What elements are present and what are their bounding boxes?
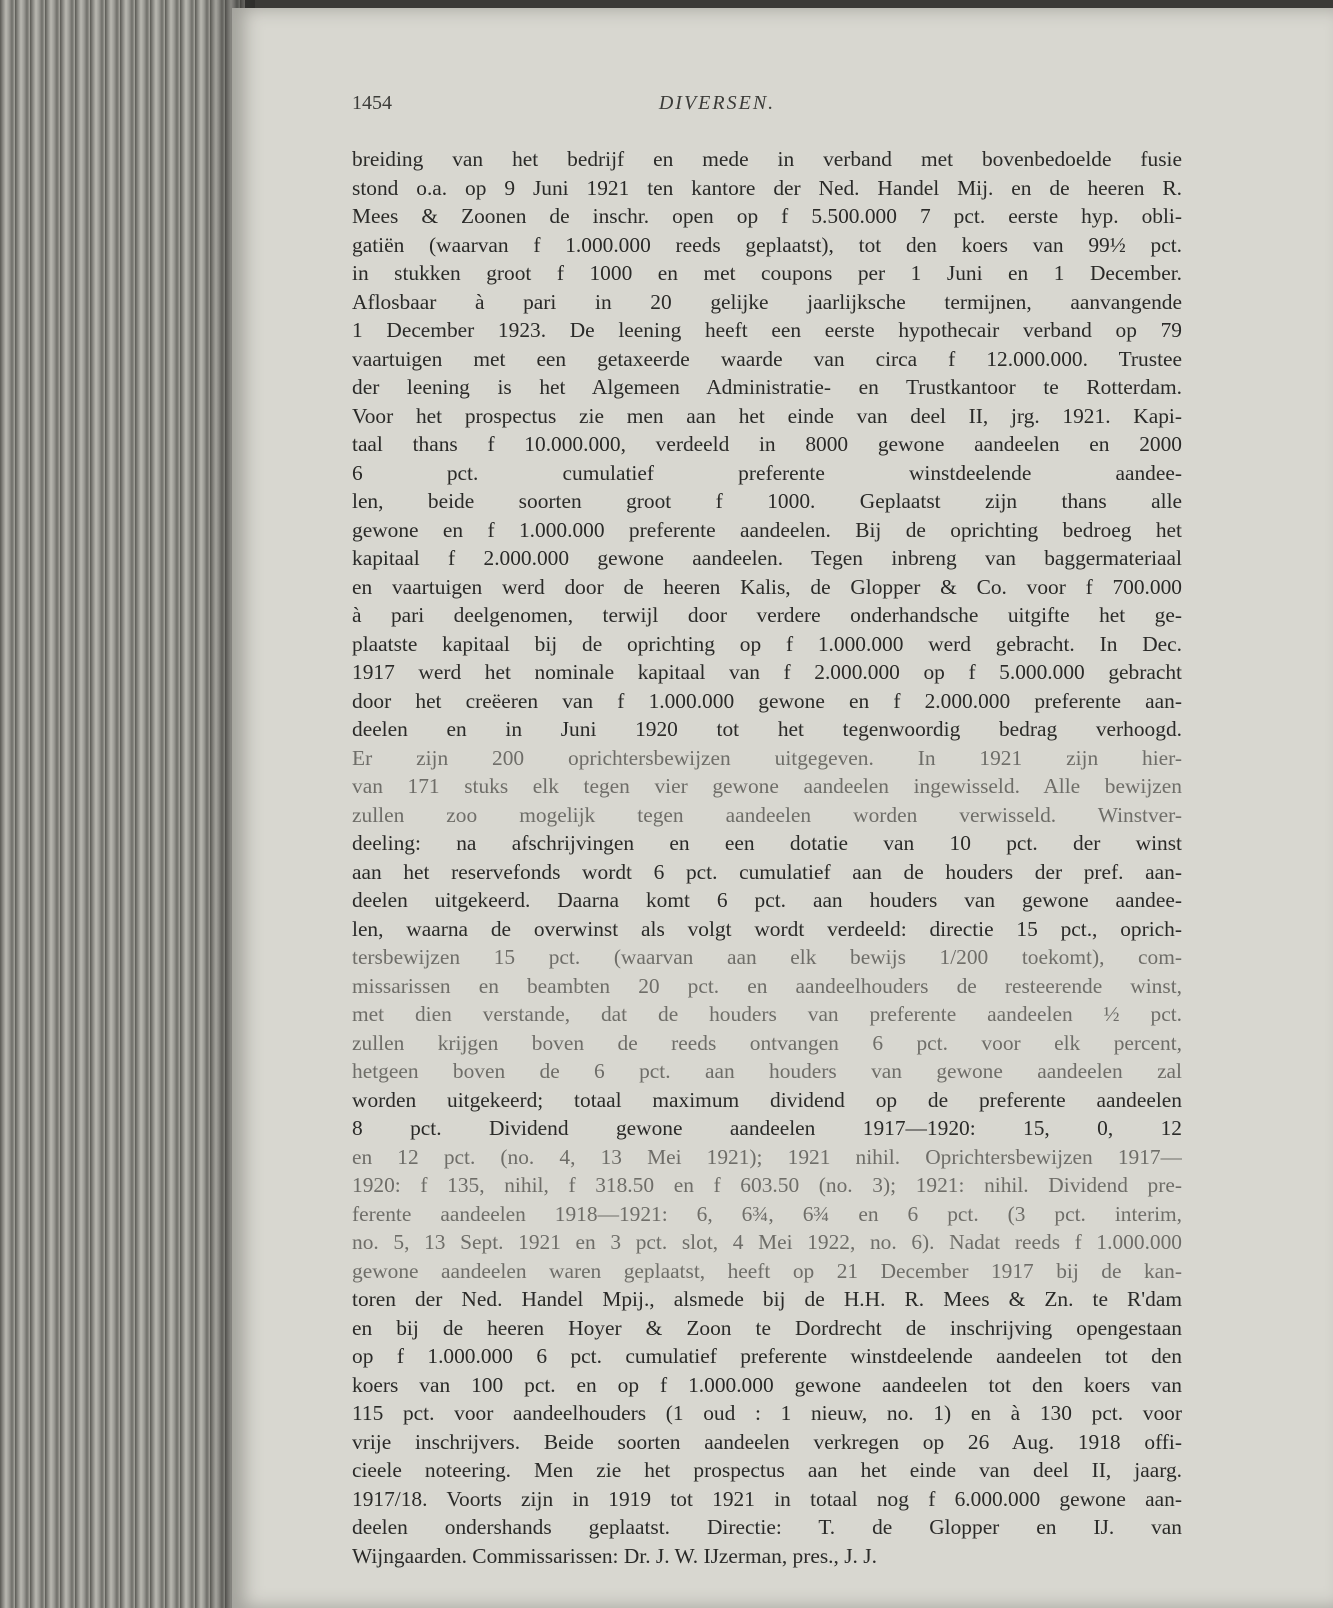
text-line: Wijngaarden. Commissarissen: Dr. J. W. IJzerman, pres., J. J. [352, 1543, 877, 1568]
text-line: plaatste kapitaal bij de oprichting op f 1.000.000 werd gebracht. In Dec. [352, 631, 1182, 656]
page-header [352, 92, 1082, 122]
text-line: missarissen en beambten 20 pct. en aandeelhouders de resteerende winst, [352, 973, 1182, 998]
text-line: stond o.a. op 9 Juni 1921 ten kantore der Ned. Handel Mij. en de heeren R. [352, 175, 1182, 200]
text-line: deelen en in Juni 1920 tot het tegenwoordig bedrag verhoogd. [352, 717, 1182, 741]
text-line: len, beide soorten groot f 1000. Geplaatst zijn thans alle [352, 489, 1182, 513]
text-line: Aflosbaar à pari in 20 gelijke jaarlijksche termijnen, aanvangende [352, 289, 1182, 314]
running-head: DIVERSEN. [658, 92, 776, 114]
text-line: der leening is het Algemeen Administratie- en Trustkantoor te Rotterdam. [352, 375, 1182, 399]
text-line: Voor het prospectus zie men aan het einde van deel II, jrg. 1921. Kapi- [352, 403, 1182, 428]
text-line: ferente aandeelen 1918—1921: 6, 6¾, 6¾ en 6 pct. (3 pct. interim, [352, 1201, 1182, 1226]
text-line: door het creëeren van f 1.000.000 gewone en f 2.000.000 preferente aan- [352, 688, 1182, 713]
text-line: en 12 pct. (no. 4, 13 Mei 1921); 1921 nihil. Oprichtersbewijzen 1917— [352, 1144, 1182, 1169]
text-line: en bij de heeren Hoyer & Zoon te Dordrecht de inschrijving opengestaan [352, 1315, 1182, 1340]
text-line: 1917 werd het nominale kapitaal van f 2.000.000 op f 5.000.000 gebracht [352, 660, 1182, 684]
text-line: deelen ondershands geplaatst. Directie: T. de Glopper en IJ. van [352, 1515, 1182, 1539]
text-line: zullen zoo mogelijk tegen aandeelen worden verwisseld. Winstver- [352, 802, 1182, 827]
body-text [352, 145, 1182, 1570]
text-line: à pari deelgenomen, terwijl door verdere onderhandsche uitgifte het ge- [352, 603, 1182, 627]
text-line: 1 December 1923. De leening heeft een eerste hypothecair verband op 79 [352, 318, 1182, 342]
text-line: gewone aandeelen waren geplaatst, heeft op 21 December 1917 bij de kan- [352, 1258, 1182, 1283]
text-line: Er zijn 200 oprichtersbewijzen uitgegeven. In 1921 zijn hier- [352, 745, 1182, 770]
text-line: toren der Ned. Handel Mpij., alsmede bij de H.H. R. Mees & Zn. te R'dam [352, 1287, 1182, 1311]
text-line: len, waarna de overwinst als volgt wordt verdeeld: directie 15 pct., oprich- [352, 916, 1182, 941]
text-line: van 171 stuks elk tegen vier gewone aandeelen ingewisseld. Alle bewijzen [352, 774, 1182, 798]
text-line: breiding van het bedrijf en mede in verband met bovenbedoelde fusie [352, 147, 1182, 171]
text-line: 6 pct. cumulatief preferente winstdeelende aandee- [352, 460, 1182, 485]
text-line: aan het reservefonds wordt 6 pct. cumulatief aan de houders der pref. aan- [352, 859, 1182, 884]
text-line: 8 pct. Dividend gewone aandeelen 1917—1920: 15, 0, 12 [352, 1116, 1182, 1140]
text-line: gatiën (waarvan f 1.000.000 reeds geplaatst), tot den koers van 99½ pct. [352, 232, 1182, 257]
text-line: worden uitgekeerd; totaal maximum dividend op de preferente aandeelen [352, 1087, 1182, 1112]
text-line: kapitaal f 2.000.000 gewone aandeelen. Tegen inbreng van baggermateriaal [352, 546, 1182, 570]
text-line: op f 1.000.000 6 pct. cumulatief preferente winstdeelende aandeelen tot den [352, 1344, 1182, 1368]
text-line: vrije inschrijvers. Beide soorten aandeelen verkregen op 26 Aug. 1918 offi- [352, 1429, 1182, 1454]
text-line: met dien verstande, dat de houders van preferente aandeelen ½ pct. [352, 1002, 1182, 1026]
text-line: cieele noteering. Men zie het prospectus aan het einde van deel II, jaarg. [352, 1458, 1182, 1482]
page-number: 1454 [352, 92, 392, 114]
book-page [232, 8, 1333, 1608]
text-line: tersbewijzen 15 pct. (waarvan aan elk bewijs 1/200 toekomt), com- [352, 945, 1182, 969]
text-line: deeling: na afschrijvingen en een dotatie van 10 pct. der winst [352, 831, 1182, 855]
text-line: 1920: f 135, nihil, f 318.50 en f 603.50 (no. 3); 1921: nihil. Dividend pre- [352, 1173, 1182, 1197]
text-line: vaartuigen met een getaxeerde waarde van circa f 12.000.000. Trustee [352, 346, 1182, 371]
text-line: gewone en f 1.000.000 preferente aandeelen. Bij de oprichting bedroeg het [352, 517, 1182, 542]
text-line: 1917/18. Voorts zijn in 1919 tot 1921 in totaal nog f 6.000.000 gewone aan- [352, 1486, 1182, 1511]
text-line: in stukken groot f 1000 en met coupons per 1 Juni en 1 December. [352, 261, 1182, 285]
text-line: deelen uitgekeerd. Daarna komt 6 pct. aan houders van gewone aandee- [352, 888, 1182, 912]
text-line: taal thans f 10.000.000, verdeeld in 8000 gewone aandeelen en 2000 [352, 432, 1182, 456]
text-line: 115 pct. voor aandeelhouders (1 oud : 1 nieuw, no. 1) en à 130 pct. voor [352, 1401, 1182, 1425]
text-line: no. 5, 13 Sept. 1921 en 3 pct. slot, 4 Mei 1922, no. 6). Nadat reeds f 1.000.000 [352, 1230, 1182, 1254]
text-line: en vaartuigen werd door de heeren Kalis, de Glopper & Co. voor f 700.000 [352, 574, 1182, 599]
text-line: zullen krijgen boven de reeds ontvangen 6 pct. voor elk percent, [352, 1030, 1182, 1055]
text-line: Mees & Zoonen de inschr. open op f 5.500.000 7 pct. eerste hyp. obli- [352, 204, 1182, 228]
text-line: koers van 100 pct. en op f 1.000.000 gewone aandeelen tot den koers van [352, 1372, 1182, 1397]
text-line: hetgeen boven de 6 pct. aan houders van gewone aandeelen zal [352, 1059, 1182, 1083]
